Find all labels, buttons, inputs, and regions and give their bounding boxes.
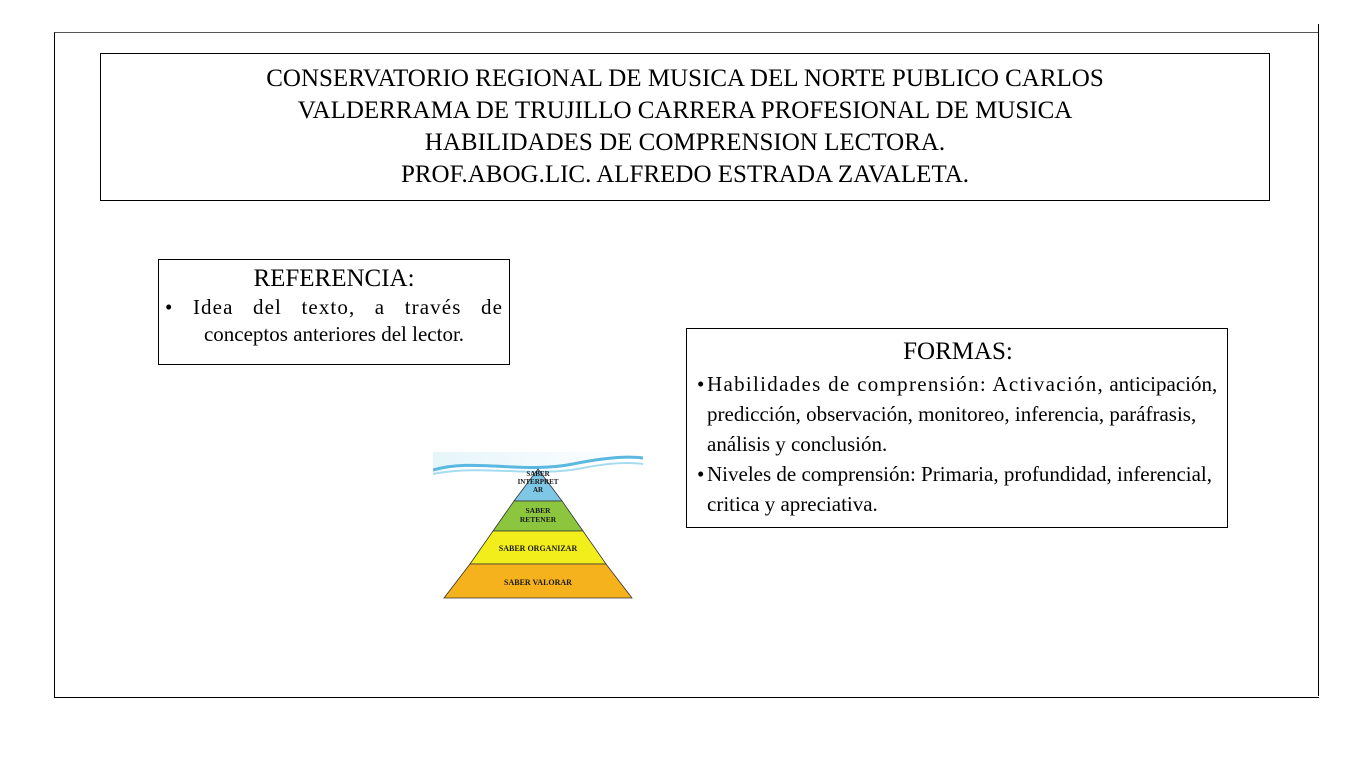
bullet-icon: • — [697, 372, 705, 396]
pyramid-label-retener-2: RETENER — [519, 515, 557, 524]
bullet-icon: • — [697, 462, 705, 486]
referencia-item-line-1 — [165, 294, 503, 321]
formas-item-1-lead: Habilidades de comprensión: Activación, — [707, 372, 1105, 396]
referencia-box — [158, 259, 510, 365]
pyramid-svg — [433, 452, 643, 606]
referencia-heading: REFERENCIA: — [253, 265, 415, 292]
pyramid-label-valorar: SABER VALORAR — [504, 578, 572, 587]
pyramid-label-interpretar-1: SABER — [526, 470, 550, 478]
referencia-item — [165, 294, 503, 348]
formas-item-2-text: Niveles de comprensión: Primaria, profundidad, inferencial, critica y apreciativa. — [707, 462, 1213, 516]
referencia-item-line-2: conceptos anteriores del lector. — [203, 322, 465, 346]
title-box — [100, 53, 1270, 201]
formas-list — [697, 369, 1219, 519]
pyramid-label-interpretar-2: INTERPRET — [517, 478, 559, 486]
pyramid-label-retener-1: SABER — [525, 506, 551, 515]
formas-item-habilidades — [697, 369, 1219, 459]
bullet-icon: • — [165, 295, 174, 319]
formas-heading: FORMAS: — [903, 338, 1013, 365]
title-line-3: HABILIDADES DE COMPRENSION LECTORA. — [424, 129, 946, 156]
pyramid-label-interpretar-3: AR — [532, 486, 544, 494]
pyramid-label-organizar: SABER ORGANIZAR — [498, 544, 578, 553]
formas-item-1-rest: anticipación, predicción, observación, monitoreo, inferencia, paráfrasis, análisis y conclusión. — [707, 372, 1218, 456]
formas-item-niveles — [697, 459, 1219, 519]
title-line-2: VALDERRAMA DE TRUJILLO CARRERA PROFESIONAL DE MUSICA — [297, 97, 1073, 124]
title-line-4: PROF.ABOG.LIC. ALFREDO ESTRADA ZAVALETA. — [400, 161, 970, 188]
referencia-item-text-1: Idea del texto, a través de — [192, 295, 503, 319]
pyramid-image — [433, 452, 643, 606]
slide-frame-right-edge — [1318, 24, 1319, 696]
formas-box — [686, 328, 1228, 528]
title-line-1: CONSERVATORIO REGIONAL DE MUSICA DEL NORTE PUBLICO CARLOS — [266, 65, 1104, 92]
